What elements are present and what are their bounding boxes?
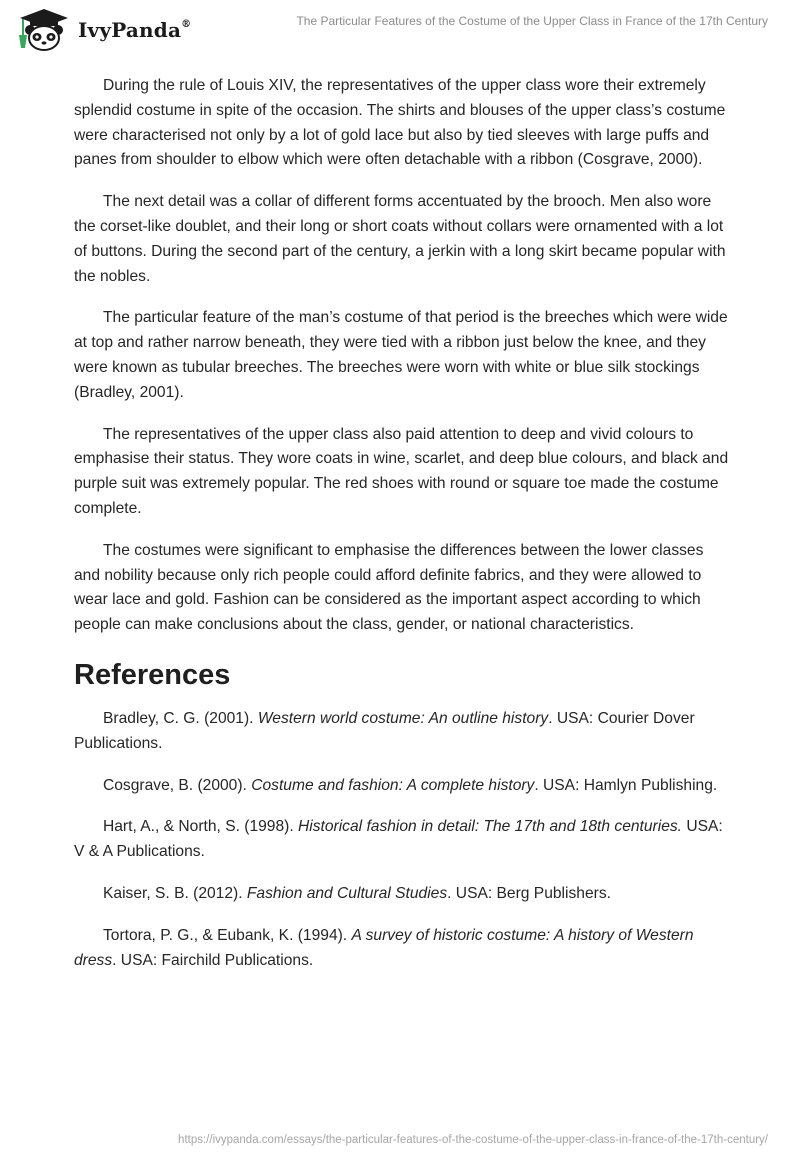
reference-authors: Kaiser, S. B. (2012). bbox=[103, 884, 247, 902]
reference-publisher: . USA: Fairchild Publications. bbox=[112, 951, 314, 969]
body-paragraph-4: The representatives of the upper class also paid attention to deep and vivid colours to emphasise their status. They wore coats in wine, scarlet, and deep blue colours, and black and purple suit was extremely popular. The red shoes with round or square toe made the costume complete. bbox=[74, 425, 729, 517]
source-url-link[interactable]: https://ivypanda.com/essays/the-particular-features-of-the-costume-of-the-upper-class-in-france-of-the-17th-century/ bbox=[178, 1134, 768, 1146]
reference-authors: Bradley, C. G. (2001). bbox=[103, 709, 258, 727]
body-paragraph-2: The next detail was a collar of different forms accentuated by the brooch. Men also wore the corset-like doublet, and their long or short coats without collars were ornamented with a lot of buttons. During the second part of the century, a jerkin with a long skirt became popular with the nobles. bbox=[74, 193, 726, 285]
panda-graduate-icon bbox=[14, 8, 70, 52]
reference-title: Western world costume: An outline history bbox=[257, 709, 549, 727]
reference-item-2 bbox=[74, 774, 730, 799]
logo-wordmark bbox=[78, 18, 191, 42]
reference-item-1 bbox=[74, 707, 730, 757]
reference-authors: Cosgrave, B. (2000). bbox=[103, 776, 252, 794]
body-paragraph-5: The costumes were significant to emphasise the differences between the lower classes and nobility because only rich people could afford definite fabrics, and they were allowed to wear lace and gold. Fashion can be considered as the important aspect according to which people can make conclusions about the class, gender, or national characteristics. bbox=[74, 541, 704, 634]
reference-publisher: . USA: Hamlyn Publishing. bbox=[534, 776, 718, 794]
reference-title: A survey of historic costume: A history of Western dress bbox=[74, 926, 694, 969]
site-logo[interactable] bbox=[14, 8, 204, 52]
reference-title: Fashion and Cultural Studies bbox=[246, 884, 448, 902]
body-paragraph-1: During the rule of Louis XIV, the representatives of the upper class wore their extremely splendid costume in spite of the occasion. The shirts and blouses of the upper class’s costume were characterised not only by a lot of gold lace but also by tied sleeves with large puffs and panes from shoulder to elbow which were often detachable with a ribbon (Cosgrave, 2000). bbox=[74, 77, 726, 169]
reference-item-5 bbox=[74, 924, 730, 974]
body-paragraph-3: The particular feature of the man’s costume of that period is the breeches which were wide at top and rather narrow beneath, they were tied with a ribbon just below the knee, and they were known as tubular breeches. The breeches were worn with white or blue silk stockings (Bradley, 2001). bbox=[74, 309, 728, 401]
reference-item-3 bbox=[74, 815, 730, 865]
reference-authors: Hart, A., & North, S. (1998). bbox=[103, 818, 298, 836]
reference-publisher: . USA: Berg Publishers. bbox=[447, 884, 611, 902]
reference-item-4 bbox=[74, 882, 730, 907]
references-heading: References bbox=[74, 658, 231, 691]
reference-title: Costume and fashion: A complete history bbox=[251, 776, 535, 794]
reference-publisher: USA: V & A Publications. bbox=[74, 818, 723, 861]
document-title: The Particular Features of the Costume of the Upper Class in France of the 17th Century bbox=[296, 14, 768, 28]
essay-content bbox=[74, 74, 730, 990]
reference-title: Historical fashion in detail: The 17th and 18th centuries. bbox=[298, 818, 683, 836]
logo-text: IvyPanda bbox=[78, 18, 182, 42]
registered-mark: ® bbox=[181, 19, 192, 31]
reference-publisher: . USA: Courier Dover Publications. bbox=[74, 709, 695, 752]
reference-authors: Tortora, P. G., & Eubank, K. (1994). bbox=[103, 926, 352, 944]
